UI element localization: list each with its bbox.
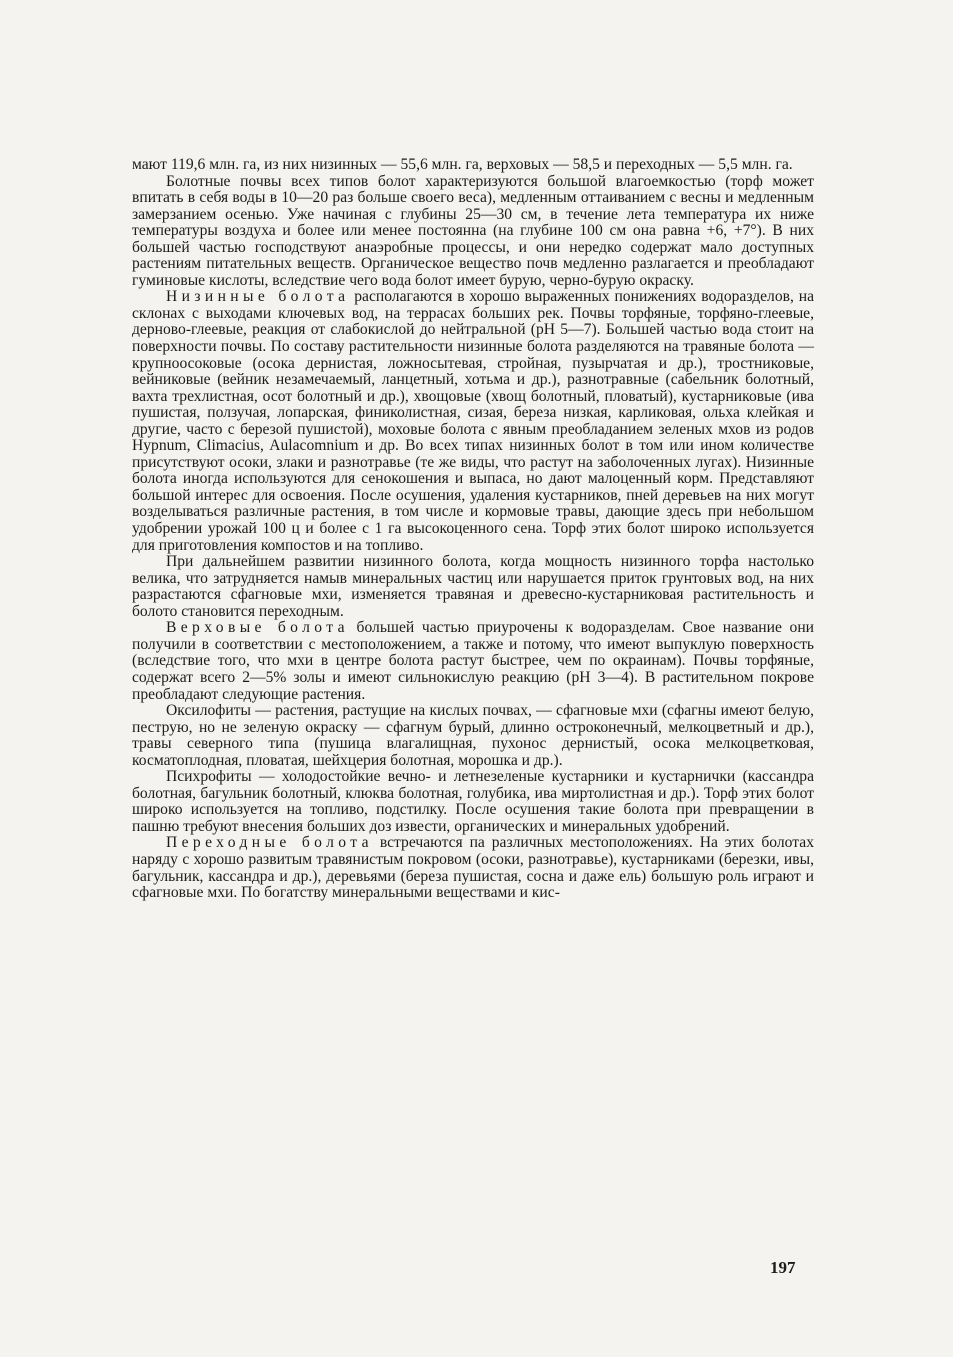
paragraph-text: встречаются па различных местоположениях. На этих болотах наряду с хорошо развитым травянистым покровом (осоки, разнотравье), кустарниками (березки, ивы, багульник, кассандра и др.), деревьями (береза пушистая, сосна и даже ель) большую роль играют и сфагновые мхи. По богатству минеральными веществами и кис- — [132, 834, 814, 902]
section-lead-upland-bogs: Верховые болота — [166, 619, 349, 637]
paragraph-text: Болотные почвы всех типов болот характеризуются большой влагоемкостью (торф может впитать в себя воды в 10—20 раз больше своего веса), медленным оттаиванием с весны и медленным замерзанием осенью. Уже начиная с глубины 25—30 см, в течение лета температура их ниже температуры воздуха и более или менее постоянна (на глубине 100 см она равна +6, +7°). В них большей частью господствуют анаэробные процессы, и они нередко содержат мало доступных растениям питательных веществ. Органическое вещество почв медленно разлагается и преобладают гуминовые кислоты, вследствие чего вода болот имеет бурую, черно-бурую окраску. — [132, 172, 814, 289]
section-lead-lowland-bogs: Низинные болота — [166, 288, 350, 306]
paragraph-6 — [132, 703, 814, 769]
paragraph-5 — [132, 620, 814, 703]
paragraph-text: большей частью приурочены к водоразделам. Свое название они получили в соответствии с местоположением, а также и потому, что имеют выпуклую поверхность (вследствие того, что мхи в центре болота растут быстрее, чем по окраинам). Почвы торфяные, содержат всего 2—5% золы и имеют сильнокислую реакцию (pH 3—4). В растительном покрове преобладают следующие растения. — [132, 619, 815, 703]
paragraph-7 — [132, 769, 814, 835]
page-number: 197 — [770, 1258, 796, 1277]
body-text — [132, 157, 814, 902]
paragraph-text: мают 119,6 млн. га, из них низинных — 55,6 млн. га, верховых — 58,5 и переходных — 5,5 млн. га. — [132, 156, 793, 173]
paragraph-2 — [132, 174, 814, 290]
paragraph-8 — [132, 835, 814, 901]
paragraph-text: Психрофиты — холодостойкие вечно- и летнезеленые кустарники и кустарнички (кассандра болотная, багульник болотный, клюква болотная, голубика, ива миртолистная и др.). Торф этих болот широко используется на топливо, подстилку. После осушения такие болота при превращении в пашню требуют внесения больших доз извести, органических и минеральных удобрений. — [132, 768, 814, 835]
paragraph-text: Оксилофиты — растения, растущие на кислых почвах, — сфагновые мхи (сфагны имеют белую, пеструю, но не зеленую окраску — сфагнум бурый, длинно остроконечный, мелкоцветный и др.), травы северного типа (пушица влагалищная, пухонос дернистый, осока мелкоцветковая, косматоплодная, пловатая, шейхцерия болотная, морошка и др.). — [132, 702, 814, 769]
paragraph-3 — [132, 289, 814, 554]
paragraph-text: При дальнейшем развитии низинного болота, когда мощность низинного торфа настолько велика, что затрудняется намыв минеральных частиц или нарушается приток грунтовых вод, на них разрастаются сфагновые мхи, изменяется травяная и древесно-кустарниковая растительность и болото становится переходным. — [132, 553, 814, 620]
paragraph-1 — [132, 157, 814, 174]
section-lead-transitional-bogs: Переходные болота — [166, 834, 373, 852]
paragraph-text: располагаются в хорошо выраженных понижениях водоразделов, на склонах с выходами ключевых вод, на террасах больших рек. Почвы торфяные, торфяно-глеевые, дерново-глеевые, реакция от слабокислой до нейтральной (pH 5—7). Большей частью вода стоит на поверхности почвы. По составу растительности низинные болота разделяются на травяные болота — крупноосоковые (осока дернистая, ложносытевая, стройная, пузырчатая и др.), тростниковые, вейниковые (вейник незамечаемый, ланцетный, хотьма и др.), разнотравные (сабельник болотный, вахта трехлистная, осот болотный и др.), хвощовые (хвощ болотный, пловатый), кустарниковые (ива пушистая, ползучая, лопарская, финиколистная, сизая, береза низкая, карликовая, ольха клейкая и другие, часто с березой пушистой), моховые болота с явным преобладанием зеленых мхов из родов Hypnum, Climacius, Aulacomnium и др. Во всех типах низинных болот в том или ином количестве присутствуют осоки, злаки и разнотравье (те же виды, что растут на заболоченных лугах). Низинные болота иногда используются для сенокошения и выпаса, но дают малоценный корм. Представляют большой интерес для освоения. После осушения, удаления кустарников, пней деревьев на них могут возделываться различные растения, в том числе и кормовые травы, дающие здесь при небольшом удобрении урожай 100 ц и более с 1 га высокоценного сена. Торф этих болот широко используется для приготовления компостов и на топливо. — [132, 288, 814, 554]
paragraph-4 — [132, 554, 814, 620]
